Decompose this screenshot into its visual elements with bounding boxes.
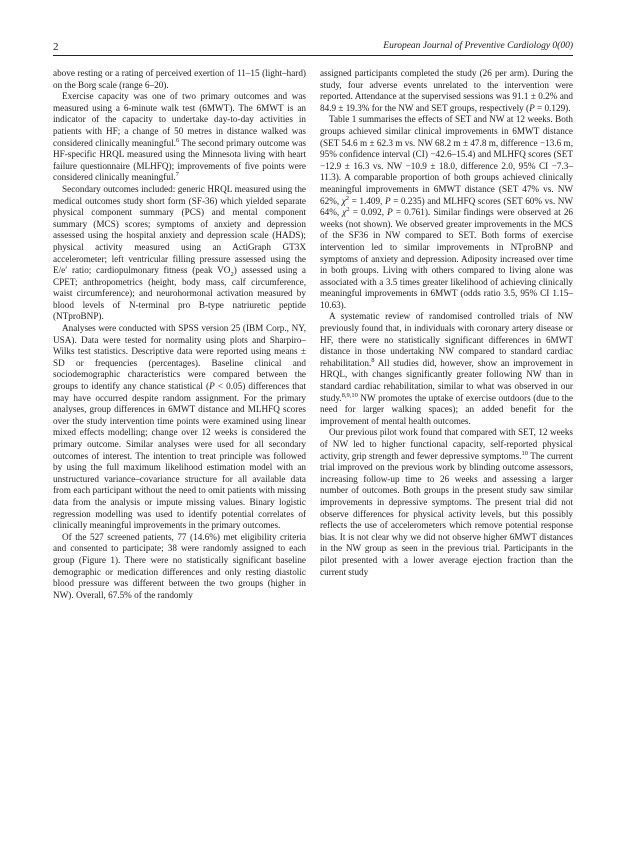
paragraph: Of the 527 screened patients, 77 (14.6%) met eligibility criteria and consented to participate; 38 were randomly assigned to each group (Figure 1). There were no statistically significant baseline demographic or medication differences and only resting diastolic blood pressure was different between the two groups (higher in NW). Overall, 67.5% of the randomly [53, 531, 306, 600]
paragraph: above resting or a rating of perceived exertion of 11–15 (light–hard) on the Borg scale (range 6–20). [53, 68, 306, 90]
paragraph: assigned participants completed the study (26 per arm). During the study, four adverse events unrelated to the intervention were reported. Attendance at the supervised sessions was 91.1 ± 0.2% and 84.9 ± 19.3% for the NW and SET groups, respectively (P = 0.129). [320, 68, 573, 113]
paragraph: Analyses were conducted with SPSS version 25 (IBM Corp., NY, USA). Data were tested for normality using plots and Sharpiro–Wilks test statistics. Descriptive data were reported using means ± SD or frequencies (percentages). Baseline clinical and sociodemographic characteristics were compared between the groups to identify any chance statistical (P < 0.05) differences that may have occurred despite random assignment. For the primary analyses, group differences in 6MWT distance and MLHFQ scores over the study intervention time points were examined using linear mixed effects modelling; change over 12 weeks is considered the primary outcome. Similar analyses were used for all secondary outcomes of interest. The intention to treat principle was followed by using the full maximum likelihood estimation model with an unstructured variance–covariance structure for all available data from each participant without the need to omit patients with missing data from the analysis or impute missing values. Binary logistic regression modelling was used to identify potential correlates of clinically meaningful improvements in the primary outcomes. [53, 323, 306, 531]
journal-title: European Journal of Preventive Cardiology 0(00) [383, 41, 573, 51]
left-column [53, 68, 306, 601]
paragraph: A systematic review of randomised controlled trials of NW previously found that, in individuals with coronary artery disease or HF, there were no statistically significant differences in 6MWT distance in those undertaking NW compared to standard cardiac rehabilitation.$^8$ All studies did, however, show an improvement in HRQL, with changes significantly greater following NW than in standard cardiac rehabilitation, similar to what was observed in our study.$^{8,9,10}$ NW promotes the uptake of exercise outdoors (due to the need for larger walking spaces); an added benefit for the improvement of mental health outcomes. [320, 311, 573, 426]
page-number: 2 [53, 41, 59, 53]
paragraph: Secondary outcomes included: generic HRQL measured using the medical outcomes study short form (SF-36) which yielded separate physical component summary (PCS) and mental component summary (MCS) scores; symptoms of anxiety and depression assessed using the hospital anxiety and depression scale (HADS); physical activity measured using an ActiGraph GT3X accelerometer; left ventricular filling pressure assessed using the E/e′ ratio; cardiopulmonary fitness (peak $VO_2$) assessed using a CPET; anthropometrics (height, body mass, calf circumference, waist circumference); and neurohormonal activation measured by blood levels of N-terminal pro B-type natriuretic peptide (NTproBNP). [53, 183, 306, 322]
paragraph: Our previous pilot work found that compared with SET, 12 weeks of NW led to higher functional capacity, self-reported physical activity, grip strength and fewer depressive symptoms.$^{10}$ The current trial improved on the previous work by blinding outcome assessors, increasing follow-up time to 26 weeks and assessing a larger number of outcomes. Both groups in the present study saw similar improvements in depressive symptoms. The present trial did not observe differences for physical activity levels, but this possibly reflects the use of accelerometers which remove potential response bias. It is not clear why we did not observe higher 6MWT distances in the NW group as seen in the previous trial. Participants in the pilot presented with a lower average ejection fraction than the current study [320, 427, 573, 577]
running-header [53, 41, 573, 56]
paragraph: Exercise capacity was one of two primary outcomes and was measured using a 6-minute walk test (6MWT). The 6MWT is an indicator of the capacity to undertake day-to-day activities in patients with HF; a change of 50 metres in distance walked was considered clinically meaningful.$^6$ The second primary outcome was HF-specific HRQL measured using the Minnesota living with heart failure questionnaire (MLHFQ); improvements of five points were considered clinically meaningful.$^7$ [53, 91, 307, 183]
paragraph: Table 1 summarises the effects of SET and NW at 12 weeks. Both groups achieved similar clinical improvements in 6MWT distance (SET 54.6 m ± 62.3 m vs. NW 68.2 m ± 47.8 m, difference −13.6 m, 95% confidence interval (CI) −42.6–15.4) and MLHFQ scores (SET −12.9 ± 16.3 vs. NW −10.9 ± 18.0, difference 2.0, 95% CI −7.3–11.3). A comparable proportion of both groups achieved clinically meaningful improvements in 6MWT distance (SET 47% vs. NW 62%, $\chi^2 = 1.409$, P = 0.235) and MLHFQ scores (SET 60% vs. NW 64%, $\chi^2 = 0.092$, P = 0.761). Similar findings were observed at 26 weeks (not shown). We observed greater improvements in the MCS of the SF36 in NW compared to SET. Both forms of exercise intervention led to similar improvements in NTproBNP and symptoms of anxiety and depression. Adiposity increased over time in both groups. Living with others compared to living alone was associated with a 3.5 times greater likelihood of achieving clinically meaningful improvements in 6MWT (odds ratio 3.5, 95% CI 1.15–10.63). [320, 114, 574, 310]
right-column [320, 68, 573, 578]
